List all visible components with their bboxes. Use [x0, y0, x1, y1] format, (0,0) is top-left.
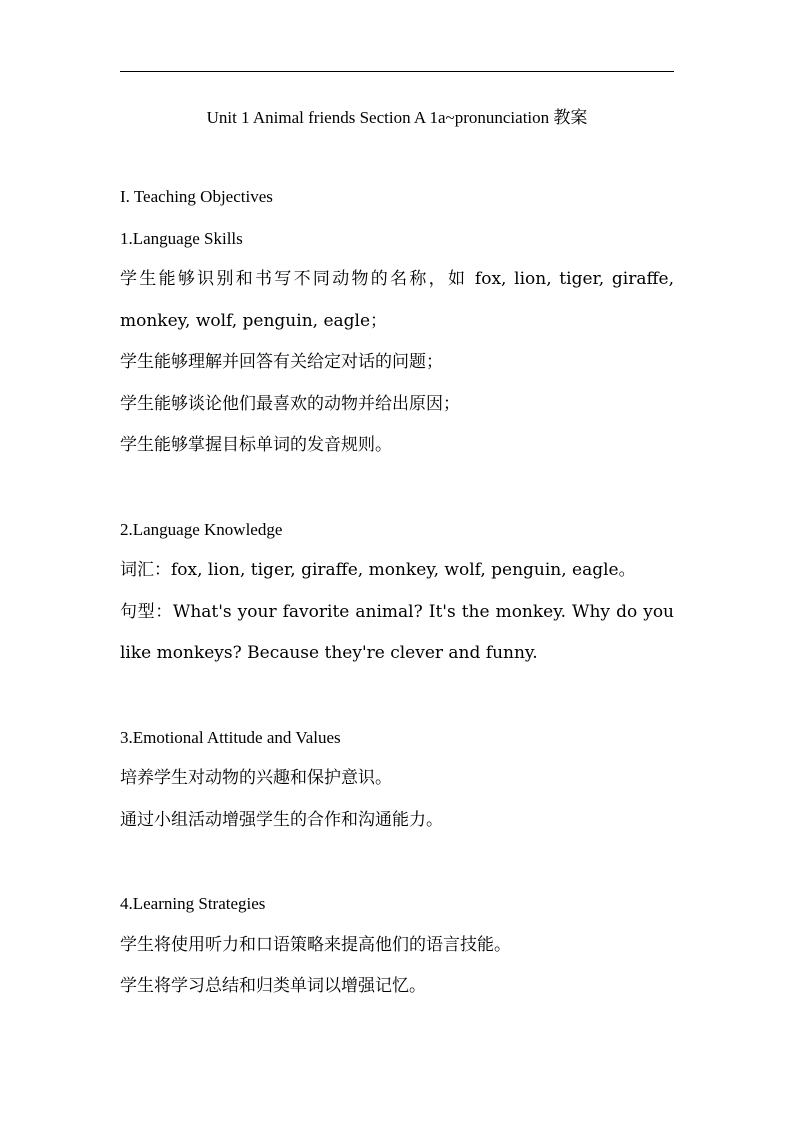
paragraph-line: 通过小组活动增强学生的合作和沟通能力。 — [120, 809, 443, 830]
header-rule — [120, 71, 674, 72]
section-heading-emotional-attitude: 3.Emotional Attitude and Values — [120, 727, 341, 747]
document-title: Unit 1 Animal friends Section A 1a~pronunciation 教案 — [206, 108, 588, 127]
section-heading-learning-strategies: 4.Learning Strategies — [120, 894, 266, 913]
paragraph-line: 句型：What's your favorite animal? It's the monkey. Why do you like monkeys? Because they're clever and funny. — [120, 601, 674, 663]
paragraph-line: 学生能够识别和书写不同动物的名称，如 fox, lion, tiger, giraffe, monkey, wolf, penguin, eagle； — [120, 269, 674, 331]
paragraph-line: 词汇：fox, lion, tiger, giraffe, monkey, wolf, penguin, eagle。 — [120, 560, 636, 580]
section-heading-language-knowledge: 2.Language Knowledge — [120, 519, 283, 539]
section-heading-language-skills: 1.Language Skills — [120, 228, 243, 248]
paragraph-line: 学生能够掌握目标单词的发音规则。 — [120, 435, 392, 455]
document-page — [120, 104, 674, 1008]
paragraph-line: 学生将学习总结和归类单词以增强记忆。 — [120, 976, 426, 996]
section-main-heading: I. Teaching Objectives — [120, 187, 273, 206]
paragraph-line: 学生将使用听力和口语策略来提高他们的语言技能。 — [120, 934, 511, 955]
paragraph-line: 学生能够理解并回答有关给定对话的问题； — [120, 352, 443, 372]
paragraph-line: 学生能够谈论他们最喜欢的动物并给出原因； — [120, 393, 460, 414]
paragraph-line: 培养学生对动物的兴趣和保护意识。 — [120, 768, 392, 788]
